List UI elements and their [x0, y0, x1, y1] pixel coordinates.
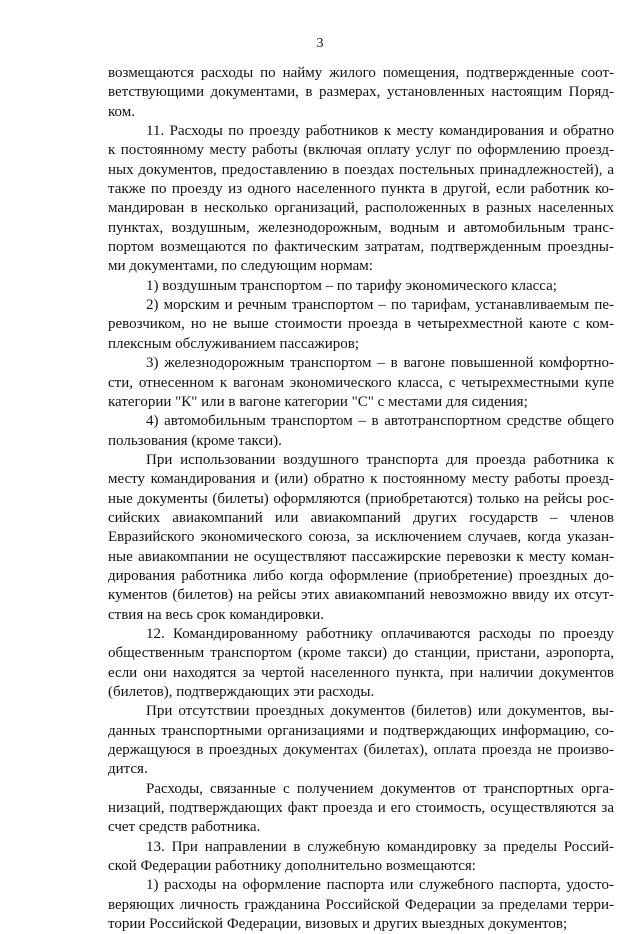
text-line: сти, отнесенном к вагонам экономического класса, с четырехместными купе: [108, 374, 614, 391]
text-line: категории "К" или в вагоне категории "С" с местами для сидения;: [108, 393, 528, 410]
text-line: дирования работника либо когда оформление (приобретение) проездных до-: [108, 567, 614, 584]
document-body: [108, 64, 614, 934]
text-line: веряющих личность гражданина Российской Федерации за пределами терри-: [108, 896, 614, 913]
text-line: портом возмещаются по фактическим затратам, подтвержденным проездны-: [108, 239, 614, 256]
text-line: 4) автомобильным транспортом – в автотранспортном средстве общего: [146, 413, 614, 430]
text-line: общественным транспортом (кроме такси) до станции, пристани, аэропорта,: [108, 645, 614, 662]
text-line: к постоянному месту работы (включая оплату услуг по оформлению проезд-: [108, 142, 614, 159]
text-line: низаций, подтверждающих факт проезда и его стоимость, осуществляются за: [108, 800, 614, 817]
text-line: пунктах, воздушным, железнодорожным, водным и автомобильным транс-: [108, 219, 614, 236]
text-line: мандирован в несколько организаций, расположенных в разных населенных: [108, 200, 614, 217]
text-line: ком.: [108, 103, 135, 120]
text-line: также по проезду из одного населенного пункта в другой, если работник ко-: [108, 181, 614, 198]
text-line: ные авиакомпании не осуществляют пассажирские перевозки к месту коман-: [108, 548, 614, 565]
text-line: ветствующими документами, в размерах, установленных настоящим Поряд-: [108, 84, 614, 101]
text-line: 13. При направлении в служебную командировку за пределы Россий-: [146, 838, 614, 855]
text-line: 1) воздушным транспортом – по тарифу экономического класса;: [146, 277, 557, 294]
text-line: ской Федерации работнику дополнительно возмещаются:: [108, 858, 476, 875]
text-line: (билетов), подтверждающих эти расходы.: [108, 684, 375, 700]
text-line: ми документами, по следующим нормам:: [108, 258, 373, 275]
text-line: тории Российской Федерации, визовых и других выездных документов;: [108, 916, 568, 933]
text-line: возмещаются расходы по найму жилого помещения, подтвержденные соот-: [108, 65, 614, 81]
text-line: держащуюся в проездных документах (билетах), оплата проезда не произво-: [108, 742, 614, 759]
text-line: сийских авиакомпаний или авиакомпаний других государств – членов: [108, 509, 614, 526]
text-line: ревозчиком, но не выше стоимости проезда в четырехместной каюте с ком-: [108, 316, 614, 333]
text-line: пользования (кроме такси).: [108, 432, 282, 449]
text-line: если они находятся за чертой населенного пункта, при наличии документов: [108, 664, 614, 681]
text-line: счет средств работника.: [108, 819, 261, 836]
text-line: месту командирования и (или) обратно к постоянному месту работы проезд-: [108, 471, 614, 488]
text-line: 11. Расходы по проезду работников к месту командирования и обратно: [146, 123, 614, 140]
text-line: 12. Командированному работнику оплачиваются расходы по проезду: [146, 625, 614, 642]
text-line: дится.: [108, 761, 148, 778]
text-line: 3) железнодорожным транспортом – в вагоне повышенной комфортно-: [146, 355, 614, 372]
text-line: Евразийского экономического союза, за исключением случаев, когда указан-: [108, 529, 614, 546]
page-number: 3: [316, 36, 324, 51]
text-line: ные документы (билеты) оформляются (приобретаются) только на рейсы рос-: [108, 490, 614, 507]
text-line: 2) морским и речным транспортом – по тарифам, устанавливаемым пе-: [146, 297, 614, 314]
text-line: ствия на весь срок командировки.: [108, 606, 324, 623]
text-line: При отсутствии проездных документов (билетов) или документов, вы-: [146, 703, 614, 720]
text-line: кументов (билетов) на рейсы этих авиакомпаний невозможно ввиду их отсут-: [108, 587, 614, 604]
text-line: ных документов, предоставлению в поездах постельных принадлежностей), а: [108, 161, 614, 178]
text-line: плексным обслуживанием пассажиров;: [108, 335, 360, 352]
text-line: При использовании воздушного транспорта для проезда работника к: [146, 451, 614, 468]
text-line: Расходы, связанные с получением документов от транспортных орга-: [146, 780, 614, 797]
text-line: данных транспортными организациями и подтверждающих информацию, со-: [108, 722, 614, 739]
text-line: 1) расходы на оформление паспорта или служебного паспорта, удосто-: [146, 877, 614, 894]
